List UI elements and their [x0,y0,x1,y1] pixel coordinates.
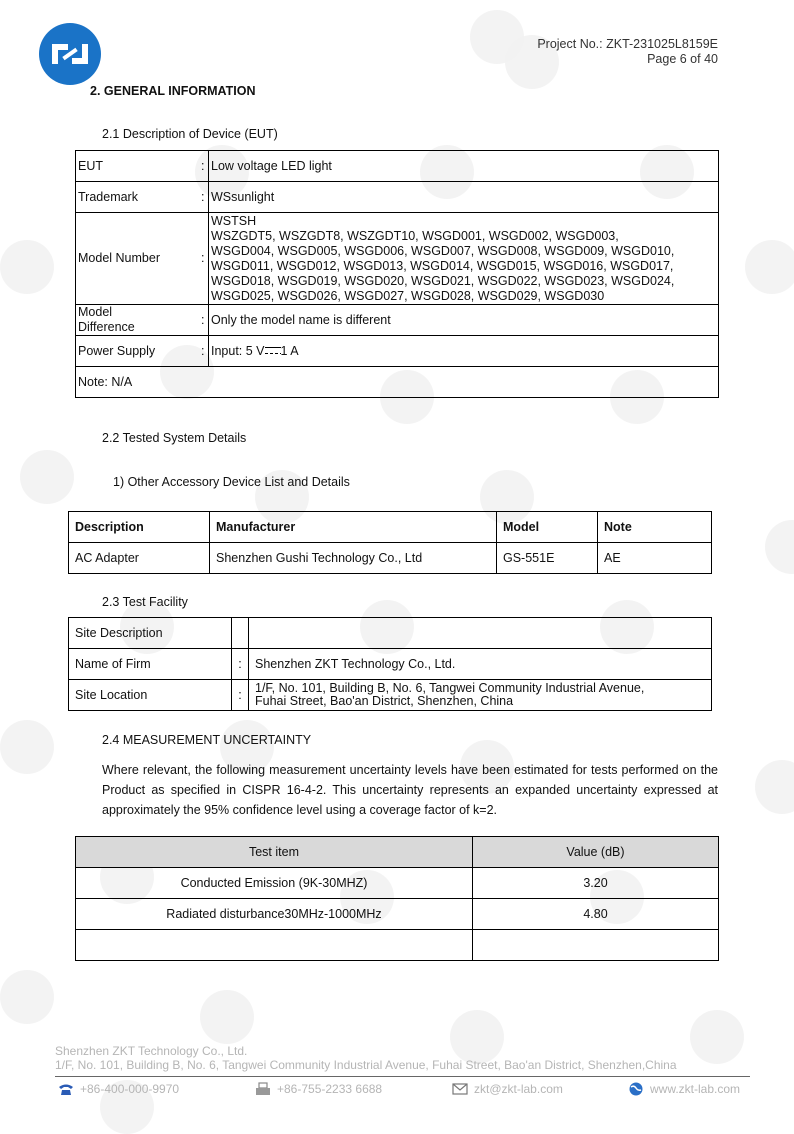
firm-name-label: Name of Firm [69,649,232,680]
cell-test-item [76,930,473,961]
subsection-title-2-2: 2.2 Tested System Details [102,431,247,445]
table-row [69,649,712,680]
separator: : [198,305,209,336]
uncertainty-paragraph: Where relevant, the following measurement uncertainty levels have been estimated for tests performed on the Product as specified in CISPR 16-4-2. This uncertainty represents an expanded uncertainty expressed at approximately the 95% confidence level using a coverage factor of k=2. [102,763,718,817]
eut-note: Note: N/A [76,367,719,398]
watermark-logo [0,720,54,774]
model-line: WSGD025, WSGD026, WSGD027, WSGD028, WSGD029, WSGD030 [211,288,605,303]
separator: : [198,213,209,305]
eut-description-table [75,150,719,398]
cell-description: AC Adapter [69,543,210,574]
label-line: Difference [78,320,135,334]
firm-name-value: Shenzhen ZKT Technology Co., Ltd. [249,649,712,680]
cell-test-item: Radiated disturbance30MHz-1000MHz [76,899,473,930]
email-address: zkt@zkt-lab.com [474,1082,563,1096]
col-description: Description [69,512,210,543]
dc-symbol-icon [265,347,281,354]
table-row [76,305,719,336]
separator: : [232,649,249,680]
model-line: WSGD011, WSGD012, WSGD013, WSGD014, WSGD015, WSGD016, WSGD017, [211,258,674,273]
trademark-value: WSsunlight [209,182,719,213]
phone-number: +86-400-000-9970 [80,1082,180,1096]
uncertainty-table [75,836,719,961]
power-supply-value [209,336,719,367]
eut-label: EUT [76,151,199,182]
footer-phone [58,1082,179,1096]
separator: : [198,182,209,213]
separator: : [232,680,249,711]
separator [232,618,249,649]
power-supply-label: Power Supply [76,336,199,367]
trademark-label: Trademark [76,182,199,213]
col-note: Note [598,512,712,543]
cell-note: AE [598,543,712,574]
footer-web [628,1082,740,1096]
footer-fax [255,1082,382,1096]
cell-manufacturer: Shenzhen Gushi Technology Co., Ltd [210,543,497,574]
cell-value [473,930,719,961]
footer-address: 1/F, No. 101, Building B, No. 6, Tangwei Community Industrial Avenue, Fuhai Street, Bao'an District, Shenzhen,China [55,1058,677,1072]
table-row [69,680,712,711]
address-line: Fuhai Street, Bao'an District, Shenzhen, China [255,694,514,708]
model-difference-label [76,305,199,336]
power-current: 1 A [280,343,299,358]
model-line: WSGD018, WSGD019, WSGD020, WSGD021, WSGD022, WSGD023, WSGD024, [211,273,675,288]
cell-value: 4.80 [473,899,719,930]
email-icon [452,1082,468,1096]
watermark-logo [20,450,74,504]
label-line: Model [78,305,113,319]
separator: : [198,151,209,182]
table-row [76,182,719,213]
section-title: 2. GENERAL INFORMATION [90,84,256,98]
subsection-title-2-4: 2.4 MEASUREMENT UNCERTAINTY [102,733,312,747]
site-location-label: Site Location [69,680,232,711]
fax-number: +86-755-2233 6688 [277,1082,383,1096]
footer-email [452,1082,563,1096]
table-row [76,868,719,899]
footer-divider [55,1076,750,1077]
site-location-value [249,680,712,711]
model-line: WSGD004, WSGD005, WSGD006, WSGD007, WSGD008, WSGD009, WSGD010, [211,243,675,258]
footer-company: Shenzhen ZKT Technology Co., Ltd. [55,1044,248,1058]
watermark-logo [755,760,794,814]
fax-icon [255,1082,271,1096]
accessory-table [68,511,712,574]
globe-icon [628,1082,644,1096]
table-row [69,543,712,574]
project-info [537,37,718,67]
watermark-logo [0,240,54,294]
watermark-logo [690,1010,744,1064]
table-row [69,618,712,649]
website: www.zkt-lab.com [650,1082,741,1096]
model-difference-value: Only the model name is different [209,305,719,336]
watermark-logo [200,990,254,1044]
project-number: Project No.: ZKT-231025L8159E [537,37,718,51]
table-header-row [76,837,719,868]
accessory-list-title: 1) Other Accessory Device List and Details [113,475,350,489]
model-line: WSTSH [211,213,257,228]
cell-test-item: Conducted Emission (9K-30MHZ) [76,868,473,899]
site-description-label: Site Description [69,618,232,649]
watermark-logo [745,240,794,294]
col-model: Model [497,512,598,543]
watermark-logo [0,970,54,1024]
col-manufacturer: Manufacturer [210,512,497,543]
separator: : [198,336,209,367]
subsection-title-2-1: 2.1 Description of Device (EUT) [102,127,278,141]
power-input: Input: 5 V [211,343,265,358]
table-header-row [69,512,712,543]
table-row [76,930,719,961]
site-description-value [249,618,712,649]
address-line: 1/F, No. 101, Building B, No. 6, Tangwei Community Industrial Avenue, [255,681,645,695]
test-facility-table [68,617,712,711]
model-line: WSZGDT5, WSZGDT8, WSZGDT10, WSGD001, WSGD002, WSGD003, [211,228,619,243]
cell-value: 3.20 [473,868,719,899]
eut-value: Low voltage LED light [209,151,719,182]
watermark-logo [765,520,794,574]
model-number-value [209,213,719,305]
model-number-label: Model Number [76,213,199,305]
col-value: Value (dB) [473,837,719,868]
subsection-title-2-3: 2.3 Test Facility [102,595,188,609]
table-row [76,336,719,367]
cell-model: GS-551E [497,543,598,574]
table-row [76,151,719,182]
phone-icon [58,1082,74,1096]
table-row [76,367,719,398]
watermark-logo [450,1010,504,1064]
table-row [76,899,719,930]
company-logo [38,22,102,86]
col-test-item: Test item [76,837,473,868]
table-row [76,213,719,305]
page-number: Page 6 of 40 [647,52,718,66]
